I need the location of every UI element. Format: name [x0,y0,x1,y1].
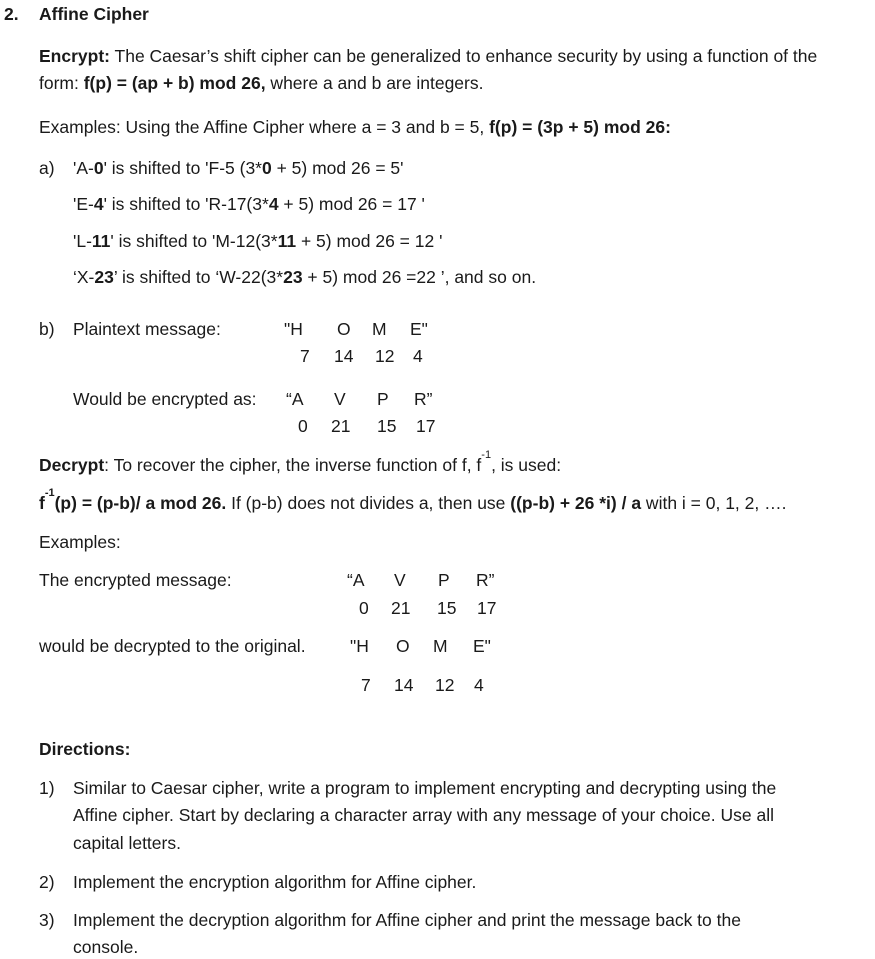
plain-number: 12 [375,346,395,366]
enc2-letter: V [394,570,406,590]
enc-number: 0 [298,416,308,436]
part-b-marker: b) [39,319,55,339]
dec2-letter: E" [473,636,491,656]
enc-letter: R” [414,389,433,409]
dec2-number: 7 [361,675,371,695]
direction-marker: 1) [39,778,55,798]
enc2-letter: R” [476,570,495,590]
part-a-row: 'L-11' is shifted to 'M-12(3*11 + 5) mod 26 = 12 ' [73,231,443,251]
part-a-row: 'E-4' is shifted to 'R-17(3*4 + 5) mod 26 = 17 ' [73,194,425,214]
encrypt-line-2: form: f(p) = (ap + b) mod 26, where a and b are integers. [39,73,484,93]
direction-line: Affine cipher. Start by declaring a character array with any message of your choice. Use all [73,805,774,825]
direction-line: capital letters. [73,833,181,853]
enc2-number: 0 [359,598,369,618]
direction-marker: 3) [39,910,55,930]
plain-letter: O [337,319,351,339]
decrypt-formula-line: $f^{-1}(p) = (p-b)/$ a mod 26. If (p-b) does not divides a, then use ((p-b) + 26 *i) / a with i = 0, 1, 2, …. [39,487,787,513]
section-title: Affine Cipher [39,4,149,24]
enc2-letter: P [438,570,450,590]
decrypt-line: Decrypt: To recover the cipher, the inverse function of f, $f^{-1}$, is used: [39,449,562,475]
direction-line: Similar to Caesar cipher, write a program to implement encrypting and decrypting using the [73,778,777,798]
encrypted-message-label: The encrypted message: [39,570,232,590]
enc2-number: 17 [477,598,497,618]
enc-number: 21 [331,416,351,436]
enc-letter: V [334,389,346,409]
dec2-letter: "H [350,636,369,656]
decrypted-label: would be decrypted to the original. [39,636,306,656]
enc2-number: 21 [391,598,411,618]
dec2-number: 14 [394,675,414,695]
enc2-number: 15 [437,598,457,618]
plaintext-label: Plaintext message: [73,319,221,339]
examples2-label: Examples: [39,532,121,552]
part-a-marker: a) [39,158,55,178]
enc-letter: “A [286,389,304,409]
dec2-number: 4 [474,675,484,695]
plain-number: 4 [413,346,423,366]
plain-letter: M [372,319,387,339]
enc-number: 17 [416,416,436,436]
encrypt-line-1: Encrypt: The Caesar’s shift cipher can be generalized to enhance security by using a function of the [39,46,818,66]
enc2-letter: “A [347,570,365,590]
encrypted-as-label: Would be encrypted as: [73,389,257,409]
plain-number: 14 [334,346,354,366]
direction-line: console. [73,937,139,957]
dec2-number: 12 [435,675,455,695]
plain-number: 7 [300,346,310,366]
plain-letter: "H [284,319,303,339]
enc-letter: P [377,389,389,409]
examples-intro: Examples: Using the Affine Cipher where a = 3 and b = 5, f(p) = (3p + 5) mod 26: [39,117,671,137]
enc-number: 15 [377,416,397,436]
direction-line: Implement the decryption algorithm for Affine cipher and print the message back to the [73,910,741,930]
dec2-letter: O [396,636,410,656]
direction-marker: 2) [39,872,55,892]
directions-title: Directions: [39,739,131,759]
section-number: 2. [4,4,19,24]
direction-line: Implement the encryption algorithm for Affine cipher. [73,872,477,892]
part-a-row: ‘X-23’ is shifted to ‘W-22(3*23 + 5) mod 26 =22 ’, and so on. [73,267,537,287]
dec2-letter: M [433,636,448,656]
part-a-row: 'A-0' is shifted to 'F-5 (3*0 + 5) mod 26 = 5' [73,158,404,178]
plain-letter: E" [410,319,428,339]
